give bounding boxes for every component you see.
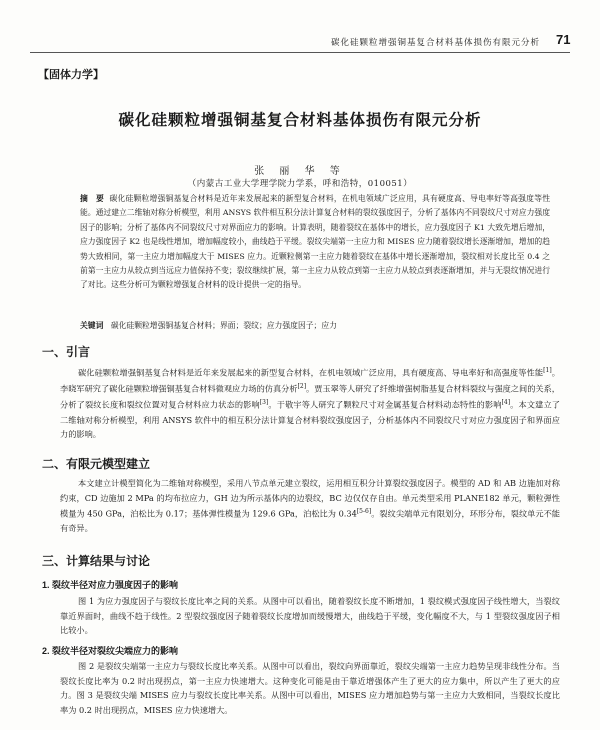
section-heading-introduction: 一、引言 [42, 345, 91, 359]
citation: [5-6] [356, 508, 372, 515]
results-paragraph-2: 图 2 是裂纹尖端第一主应力与裂纹长度比率关系。从图中可以看出，裂纹向界面靠近，裂纹尖端第一主应力趋势呈现非线性分布。当裂纹长度比率为 0.2 时出现拐点，第一主应力快速增大。这种变化可能是由于靠近增强体产生了更大的应力集中，所以产生了更大的应力。图 3 是裂纹尖端 MISES 应力与裂纹长度比率关系。从图中可以看出，MISES 应力增加趋势与第一主应力大致相同，当裂纹长度比率为 0.2 时出现拐点，MISES 应力快速增大。 [60, 661, 560, 715]
citation: [2] [297, 383, 307, 391]
keywords [80, 319, 550, 333]
section-tag: 【固体力学】 [38, 69, 104, 81]
subsection-heading-1: 1. 裂纹半径对应力强度因子的影响 [42, 580, 179, 590]
running-head: 碳化硅颗粒增强铜基复合材料基体损伤有限元分析 [330, 38, 540, 48]
keywords-label: 关键词 [80, 321, 104, 330]
page-number: 71 [556, 32, 571, 47]
affiliation: （内蒙古工业大学理学院力学系，呼和浩特，010051） [187, 179, 413, 189]
subsection-heading-2: 2. 裂纹半径对裂纹尖端应力的影响 [42, 646, 179, 656]
intro-paragraph: 碳化硅颗粒增强铜基复合材料是近年来发展起来的新型复合材料，在机电领域广泛应用，具有硬度高、导电率好和高强度等性能[1]。李晓军研究了碳化硅颗粒增强铜基复合材料微观应力场的仿真分析[2]。贾玉翠等人研究了纤维增强树脂基复合材料裂纹与强度之间的关系，分析了裂纹长度和裂纹位置对复合材料应力状态的影响[3]。于敬宇等人研究了颗粒尺寸对金属基复合材料动态特性的影响[4]。本文建立了二维轴对称分析模型，利用 ANSYS 软件中的相互积分法计算复合材料裂纹强度因子，分析基体内不同裂纹尺寸对应力强度因子和界面应力的影响。 [60, 367, 560, 440]
citation: [3] [259, 399, 269, 407]
authors: 张 丽 华 等 [254, 166, 346, 177]
results-paragraph-1: 图 1 为应力强度因子与裂纹长度比率之间的关系。从图中可以看出，随着裂纹长度不断增加，1 裂纹模式强度因子线性增大，当裂纹靠近界面时，曲线不趋于线性。2 型裂纹强度因子随着裂纹长度增加而缓慢增大，曲线趋于平缓，变化幅度不大，与 1 型裂纹强度因子相比较小。 [60, 596, 560, 635]
abstract-text: 碳化硅颗粒增强铜基复合材料是近年来发展起来的新型复合材料，在机电领域广泛应用，具有硬度高、导电率好等高强度等性能。通过建立二维轴对称分析模型，利用 ANSYS 软件相互积分法计算复合材料的裂纹强度因子，分析了基体内不同裂纹尺寸对应力强度因子的影响；分析了基体内不同裂纹尺寸对界面应力的影响。计算表明，随着裂纹在基体中的增长，应力强度因子 K1 大致先增后增加，应力强度因子 K2 也是线性增加，增加幅度较小，曲线趋于平缓。裂纹尖端第一主应力和 MISES 应力随着裂纹增长逐渐增加，增加的趋势大致相同，第一主应力增加幅度大于 MISES 应力。近颗粒侧第一主应力随着裂纹在基体中增长逐渐增加，裂纹相对长度比至 0.4 之前第一主应力从较点到当远应力值保持不变；裂纹继续扩展，第一主应力从较点到第一主应力从较点到表逐渐增加，并与无裂纹情况进行了对比。这些分析可为颗粒增强复合材料的设计提供一定的指导。 [80, 194, 551, 290]
section-heading-results: 三、计算结果与讨论 [42, 554, 151, 568]
citation: [1] [543, 367, 552, 374]
keywords-text: 碳化硅颗粒增强铜基复合材料；界面；裂纹；应力强度因子；应力 [110, 321, 337, 330]
section-heading-model: 二、有限元模型建立 [42, 457, 151, 471]
header-rule [30, 52, 570, 53]
abstract-label: 摘 要 [80, 194, 105, 203]
model-paragraph: 本文建立计模型简化为二维轴对称模型，采用八节点单元建立裂纹，运用相互积分计算裂纹强度因子。模型的 AD 和 AB 边施加对称约束，CD 边施加 2 MPa 的均布拉应力，GH 边为所示基体内的边裂纹，BC 边仅仅存自由。单元类型采用 PLANE182 单元，颗粒弹性模量为 450 GPa，泊松比为 0.17；基体弹性模量为 129.6 GPa，泊松比为 0.34[5-6]。裂纹尖端单元有限划分，环形分布，裂纹单元不能有奇异。 [60, 478, 560, 534]
paper-title: 碳化硅颗粒增强铜基复合材料基体损伤有限元分析 [118, 112, 482, 129]
abstract [80, 192, 550, 293]
citation: [4] [501, 399, 511, 407]
